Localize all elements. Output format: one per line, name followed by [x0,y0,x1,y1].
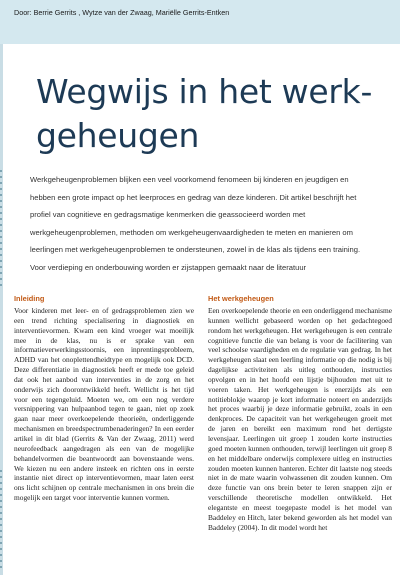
left-margin-decoration-lower [0,470,2,570]
title-line-1: Wegwijs in het werk- [36,72,373,111]
section-heading-werkgeheugen: Het werkgeheugen [208,294,274,303]
right-column [208,294,392,532]
article-title [36,70,386,158]
authors-line: Door: Berrie Gerrits , Wytze van der Zwaag, Mariëlle Gerrits-Entken [14,8,230,17]
intro-text: Werkgeheugenproblemen blijken een veel voorkomend fenomeen bij kinderen en jeugdigen en hebben een grote impact op het leerproces en gedrag van deze kinderen. Dit artikel beschrijft het profiel van cognitieve en gedragsmatige kenmerken die geassocieerd worden met werkgeheugenproblemen, methoden om werkgeheugenvaardigheden te meten en manieren om leerlingen met werkgeheugenproblemen te ondersteunen, zowel in de klas als tijdens een training. Voor verdieping en onderbouwing worden er zijstappen gemaakt naar de literatuur [30,175,361,272]
intro-paragraph [30,171,375,277]
section-heading-inleiding: Inleiding [14,294,45,303]
title-line-2: geheugen [36,116,200,155]
left-column [14,294,194,503]
left-column-body: Voor kinderen met leer- en of gedragsproblemen zien we een trend richting specialisering in diagnostiek en interventievormen. Kwam een kind vroeger wat moeilijk mee in de klas, nu is er sprake van een informatieverwerkingsstoornis, een inprentingsprobleem, ADHD van het onoplettendheidtype en mogelijk ook DCD. Deze differentiatie in diagnostiek heeft er mede toe geleid dat ook het aanbod van interventies in de zorg en het onderwijs zich doorontwikkeld heeft. Wellicht is het tijd voor een tegengeluid. Moeten we, om een nog verdere versnippering van hulpaanbod tegen te gaan, niet op zoek gaan naar meer overkoepelende theorieën, onderliggende mechanismen en breedspectrumbenaderingen? In een eerder artikel in dit blad (Gerrits & Van der Zwaag, 2011) werd neurofeedback aangedragen als een van de mogelijke behandelvormen die beantwoordt aan bovenstaande wens. We kiezen nu een andere insteek en richten ons in eerste instantie niet direct op interventievormen, maar laten eerst ons licht schijnen op centrale mechanismen in ons brein die mogelijk een target voor interventie kunnen vormen. [14,306,194,503]
header-band [0,0,400,44]
right-column-body: Een overkoepelende theorie en een onderliggend mechanisme kunnen wellicht gebaseerd worden op het gedachtegoed rondom het werkgeheugen. Het werkgeheugen is een centrale cognitieve functie die van belang is voor de facilitering van veel schoolse vaardigheden en de regulatie van gedrag. In het werkgeheugen slaat een leerling informatie op die nodig is bij dagelijkse activiteiten als uitleg onthouden, instructies opvolgen en in het hoofd een lijstje bijhouden met uit te voeren taken. Het werkgeheugen is enerzijds als een notitieblokje waarop je kort informatie noteert en anderzijds het proces waarbij je deze informatie gebruikt, zoals in een denkproces. De capaciteit van het werkgeheugen groeit met de jaren en bereikt een maximum rond het dertigste levensjaar. Leerlingen uit groep 1 zouden korte instructies goed moeten kunnen onthouden, terwijl leerlingen uit groep 8 en het middelbare onderwijs complexere uitleg en instructies zouden moeten kunnen hanteren. Echter dit laatste nog steeds niet in de mate waarin volwassenen dit zouden kunnen. Om deze functie van ons brein beter te leren snappen zijn er verschillende theoretische modellen ontwikkeld. Het elegantste en meest toegepaste model is het model van Baddeley en Hitch, later bekend geworden als het model van Baddeley (2004). In dit model wordt het [208,306,392,532]
left-margin-decoration [0,170,2,290]
